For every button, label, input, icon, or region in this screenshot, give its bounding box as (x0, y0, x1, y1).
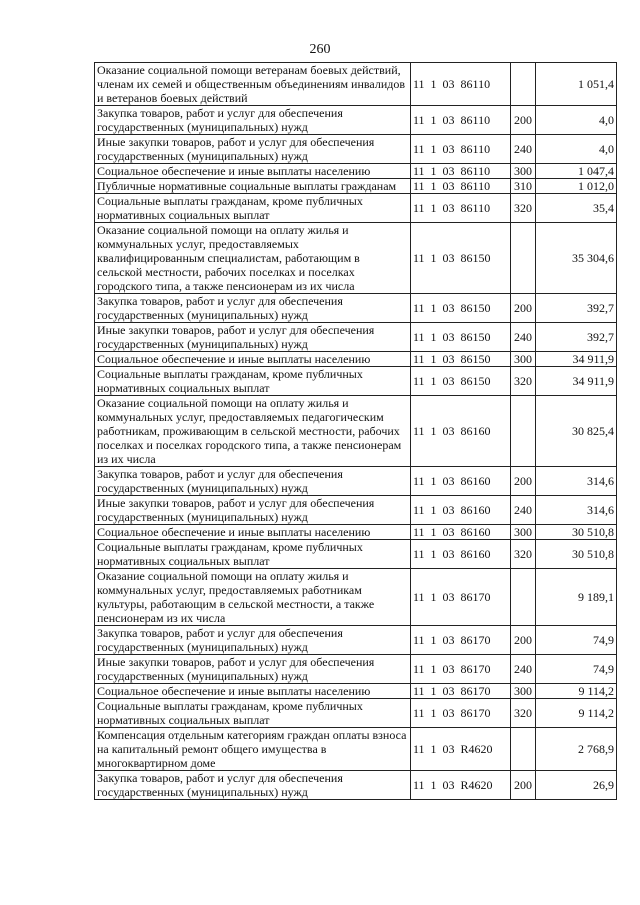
row-description: Публичные нормативные социальные выплаты гражданам (95, 179, 411, 194)
row-expense-type: 200 (511, 626, 536, 655)
row-description: Социальные выплаты гражданам, кроме публичных нормативных социальных выплат (95, 367, 411, 396)
table-row (95, 467, 617, 496)
row-amount: 314,6 (536, 467, 617, 496)
row-amount: 1 047,4 (536, 164, 617, 179)
table-row (95, 699, 617, 728)
table-row (95, 294, 617, 323)
table-row (95, 135, 617, 164)
row-expense-type: 240 (511, 135, 536, 164)
row-amount: 30 510,8 (536, 525, 617, 540)
row-expense-type: 320 (511, 540, 536, 569)
row-expense-type: 300 (511, 164, 536, 179)
row-target-code: 11 1 03 86160 (411, 525, 511, 540)
row-amount: 74,9 (536, 626, 617, 655)
budget-table-body (95, 63, 617, 800)
row-expense-type: 300 (511, 684, 536, 699)
row-expense-type (511, 396, 536, 467)
row-description: Закупка товаров, работ и услуг для обеспечения государственных (муниципальных) нужд (95, 294, 411, 323)
row-target-code: 11 1 03 86110 (411, 106, 511, 135)
row-amount: 34 911,9 (536, 352, 617, 367)
row-amount: 4,0 (536, 106, 617, 135)
row-expense-type: 320 (511, 194, 536, 223)
table-row (95, 496, 617, 525)
table-row (95, 164, 617, 179)
table-row (95, 569, 617, 626)
row-expense-type (511, 223, 536, 294)
row-description: Оказание социальной помощи на оплату жилья и коммунальных услуг, предоставляемых квалифицированным специалистам, работающим в сельской местности, рабочих поселках и поселках городского типа, а также пенсионерам из их числа (95, 223, 411, 294)
table-row (95, 771, 617, 800)
row-target-code: 11 1 03 86150 (411, 323, 511, 352)
row-target-code: 11 1 03 86170 (411, 626, 511, 655)
table-row (95, 352, 617, 367)
row-target-code: 11 1 03 86150 (411, 352, 511, 367)
row-amount: 30 825,4 (536, 396, 617, 467)
table-row (95, 223, 617, 294)
table-row (95, 626, 617, 655)
row-expense-type: 320 (511, 699, 536, 728)
row-amount: 26,9 (536, 771, 617, 800)
row-description: Оказание социальной помощи ветеранам боевых действий, членам их семей и общественным объединениям инвалидов и ветеранов боевых действий (95, 63, 411, 106)
table-row (95, 655, 617, 684)
row-expense-type: 320 (511, 367, 536, 396)
budget-table (94, 62, 617, 800)
table-row (95, 367, 617, 396)
row-description: Закупка товаров, работ и услуг для обеспечения государственных (муниципальных) нужд (95, 467, 411, 496)
row-description: Компенсация отдельным категориям граждан оплаты взноса на капитальный ремонт общего имущества в многоквартирном доме (95, 728, 411, 771)
table-row (95, 323, 617, 352)
row-target-code: 11 1 03 86110 (411, 164, 511, 179)
row-amount: 9 114,2 (536, 699, 617, 728)
row-expense-type (511, 569, 536, 626)
row-description: Социальные выплаты гражданам, кроме публичных нормативных социальных выплат (95, 194, 411, 223)
row-amount: 1 051,4 (536, 63, 617, 106)
row-amount: 2 768,9 (536, 728, 617, 771)
table-row (95, 63, 617, 106)
row-expense-type: 200 (511, 294, 536, 323)
row-target-code: 11 1 03 86170 (411, 655, 511, 684)
row-description: Закупка товаров, работ и услуг для обеспечения государственных (муниципальных) нужд (95, 106, 411, 135)
row-amount: 35 304,6 (536, 223, 617, 294)
row-target-code: 11 1 03 86160 (411, 496, 511, 525)
row-target-code: 11 1 03 86110 (411, 179, 511, 194)
table-row (95, 396, 617, 467)
row-amount: 74,9 (536, 655, 617, 684)
row-amount: 35,4 (536, 194, 617, 223)
row-target-code: 11 1 03 86150 (411, 294, 511, 323)
row-expense-type: 200 (511, 106, 536, 135)
row-target-code: 11 1 03 86150 (411, 367, 511, 396)
table-row (95, 728, 617, 771)
row-target-code: 11 1 03 86160 (411, 467, 511, 496)
table-row (95, 684, 617, 699)
row-amount: 30 510,8 (536, 540, 617, 569)
row-expense-type (511, 63, 536, 106)
row-amount: 392,7 (536, 294, 617, 323)
row-description: Оказание социальной помощи на оплату жилья и коммунальных услуг, предоставляемых работникам культуры, работающим в сельской местности, а также пенсионерам из их числа (95, 569, 411, 626)
row-description: Социальное обеспечение и иные выплаты населению (95, 525, 411, 540)
page-number: 260 (309, 42, 331, 57)
row-target-code: 11 1 03 86170 (411, 699, 511, 728)
row-description: Социальные выплаты гражданам, кроме публичных нормативных социальных выплат (95, 540, 411, 569)
row-description: Социальные выплаты гражданам, кроме публичных нормативных социальных выплат (95, 699, 411, 728)
row-target-code: 11 1 03 86110 (411, 135, 511, 164)
row-target-code: 11 1 03 86110 (411, 63, 511, 106)
row-target-code: 11 1 03 86160 (411, 540, 511, 569)
row-amount: 1 012,0 (536, 179, 617, 194)
row-expense-type: 240 (511, 655, 536, 684)
row-expense-type (511, 728, 536, 771)
row-description: Социальное обеспечение и иные выплаты населению (95, 352, 411, 367)
row-target-code: 11 1 03 R4620 (411, 728, 511, 771)
table-row (95, 179, 617, 194)
row-expense-type: 300 (511, 525, 536, 540)
row-target-code: 11 1 03 86170 (411, 684, 511, 699)
row-target-code: 11 1 03 86150 (411, 223, 511, 294)
row-description: Социальное обеспечение и иные выплаты населению (95, 684, 411, 699)
row-expense-type: 200 (511, 771, 536, 800)
row-amount: 314,6 (536, 496, 617, 525)
row-description: Социальное обеспечение и иные выплаты населению (95, 164, 411, 179)
row-description: Закупка товаров, работ и услуг для обеспечения государственных (муниципальных) нужд (95, 626, 411, 655)
row-description: Оказание социальной помощи на оплату жилья и коммунальных услуг, предоставляемых педагогическим работникам, проживающим в сельской местности, рабочих поселках и поселках городского типа, а также пенсионерам из их числа (95, 396, 411, 467)
row-amount: 392,7 (536, 323, 617, 352)
row-description: Иные закупки товаров, работ и услуг для обеспечения государственных (муниципальных) нужд (95, 323, 411, 352)
row-amount: 9 114,2 (536, 684, 617, 699)
row-expense-type: 240 (511, 323, 536, 352)
row-description: Иные закупки товаров, работ и услуг для обеспечения государственных (муниципальных) нужд (95, 655, 411, 684)
row-amount: 4,0 (536, 135, 617, 164)
table-row (95, 525, 617, 540)
row-expense-type: 240 (511, 496, 536, 525)
row-description: Закупка товаров, работ и услуг для обеспечения государственных (муниципальных) нужд (95, 771, 411, 800)
row-target-code: 11 1 03 86110 (411, 194, 511, 223)
row-target-code: 11 1 03 86160 (411, 396, 511, 467)
row-target-code: 11 1 03 R4620 (411, 771, 511, 800)
row-expense-type: 300 (511, 352, 536, 367)
row-expense-type: 200 (511, 467, 536, 496)
row-target-code: 11 1 03 86170 (411, 569, 511, 626)
table-row (95, 540, 617, 569)
table-row (95, 194, 617, 223)
row-description: Иные закупки товаров, работ и услуг для обеспечения государственных (муниципальных) нужд (95, 135, 411, 164)
table-row (95, 106, 617, 135)
row-expense-type: 310 (511, 179, 536, 194)
row-amount: 9 189,1 (536, 569, 617, 626)
row-amount: 34 911,9 (536, 367, 617, 396)
row-description: Иные закупки товаров, работ и услуг для обеспечения государственных (муниципальных) нужд (95, 496, 411, 525)
